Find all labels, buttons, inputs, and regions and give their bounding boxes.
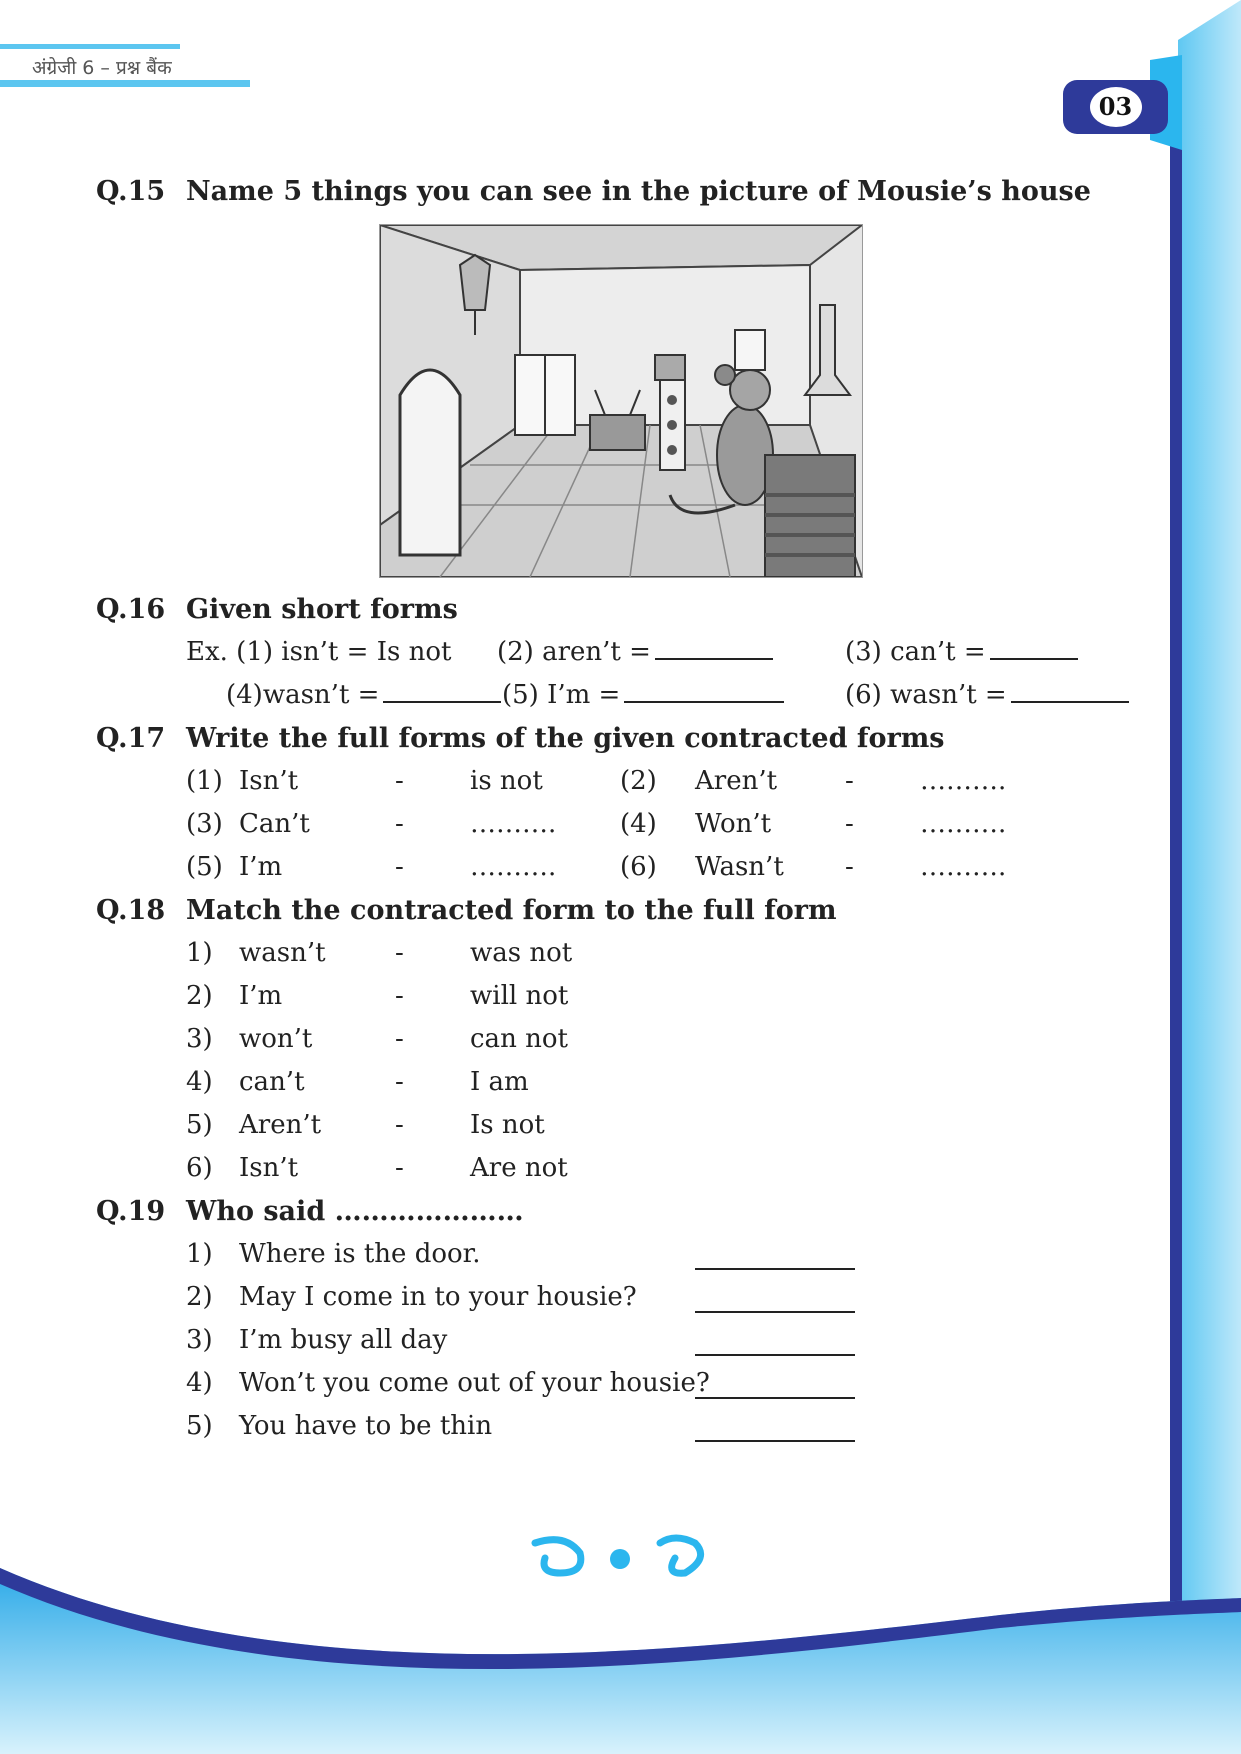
q18-row-full: will not: [470, 981, 569, 1011]
q19-row-sentence: May I come in to your housie?: [239, 1282, 637, 1312]
q18-row-dash: -: [395, 1110, 404, 1140]
q18-row-full: can not: [470, 1024, 568, 1054]
q16-item-6: [845, 680, 1129, 710]
q17-row-answer: is not: [470, 766, 543, 796]
q18-row-dash: -: [395, 1024, 404, 1054]
q19-row-num: 5): [186, 1411, 213, 1441]
q16-example: Ex. (1) isn’t = Is not: [186, 637, 452, 667]
q18-row-short: Isn’t: [239, 1153, 299, 1183]
q19-row-sentence: Where is the door.: [239, 1239, 481, 1269]
header-title: अंग्रेजी 6 – प्रश्न बैंक: [32, 57, 172, 79]
q17-row-dash: -: [845, 766, 854, 796]
q16-item-4: [226, 680, 501, 710]
q15-number: Q.15: [96, 176, 166, 207]
q17-row-num: (3): [186, 809, 223, 839]
q18-row-dash: -: [395, 981, 404, 1011]
q18-row-num: 5): [186, 1110, 213, 1140]
q19-row-num: 1): [186, 1239, 213, 1269]
q16-blank-4: [383, 701, 501, 703]
q17-row-answer: ……….: [470, 852, 557, 882]
q18-row-short: wasn’t: [239, 938, 326, 968]
q18-row-short: can’t: [239, 1067, 305, 1097]
q19-answer-line: [695, 1354, 855, 1356]
q16-item-5-label: (5) I’m =: [502, 680, 621, 710]
q18-row-dash: -: [395, 938, 404, 968]
q17-row-word: Aren’t: [695, 766, 778, 796]
q17-row-word: I’m: [239, 852, 283, 882]
q16-item-4-label: (4)wasn’t =: [226, 680, 380, 710]
q18-row-short: I’m: [239, 981, 283, 1011]
q19-row-num: 3): [186, 1325, 213, 1355]
q17-row-dash: -: [845, 809, 854, 839]
q17-row-num: (1): [186, 766, 223, 796]
q17-row-dash: -: [395, 809, 404, 839]
q19-answer-line: [695, 1440, 855, 1442]
q17-row-num: (4): [620, 809, 657, 839]
q18-number: Q.18: [96, 895, 166, 926]
q17-row-num: (5): [186, 852, 223, 882]
q18-row-num: 6): [186, 1153, 213, 1183]
q17-row-dash: -: [845, 852, 854, 882]
q18-title: Match the contracted form to the full form: [186, 895, 837, 926]
q17-row-num: (6): [620, 852, 657, 882]
q19-number: Q.19: [96, 1196, 166, 1227]
q17-row-answer: ……….: [470, 809, 557, 839]
q17-row-num: (2): [620, 766, 657, 796]
q17-row-word: Won’t: [695, 809, 772, 839]
q16-item-2: [497, 637, 773, 667]
q18-row-full: Is not: [470, 1110, 545, 1140]
q18-row-dash: -: [395, 1153, 404, 1183]
q16-item-3: [845, 637, 1078, 667]
q15-title: Name 5 things you can see in the picture of Mousie’s house: [186, 176, 1091, 207]
q19-row-num: 4): [186, 1368, 213, 1398]
q17-number: Q.17: [96, 723, 166, 754]
q18-row-dash: -: [395, 1067, 404, 1097]
q17-row-word: Wasn’t: [695, 852, 784, 882]
q16-title: Given short forms: [186, 594, 458, 625]
q17-row-answer: ……….: [920, 852, 1007, 882]
q19-row-num: 2): [186, 1282, 213, 1312]
q18-row-num: 1): [186, 938, 213, 968]
q18-row-full: was not: [470, 938, 573, 968]
q19-row-sentence: You have to be thin: [239, 1411, 493, 1441]
q16-item-3-label: (3) can’t =: [845, 637, 986, 667]
q18-row-num: 4): [186, 1067, 213, 1097]
q17-row-answer: ……….: [920, 809, 1007, 839]
q17-row-answer: ……….: [920, 766, 1007, 796]
q16-item-2-label: (2) aren’t =: [497, 637, 651, 667]
q18-row-full: I am: [470, 1067, 529, 1097]
q18-row-full: Are not: [470, 1153, 568, 1183]
page-number: 03: [1098, 92, 1133, 121]
q17-row-word: Isn’t: [239, 766, 299, 796]
q16-item-5: [502, 680, 784, 710]
q18-row-short: Aren’t: [239, 1110, 322, 1140]
q16-blank-3: [990, 658, 1078, 660]
q16-blank-6: [1011, 701, 1129, 703]
q15-heading: [96, 176, 165, 207]
q19-answer-line: [695, 1268, 855, 1270]
decorative-ornament-icon: [525, 1533, 715, 1581]
q19-row-sentence: I’m busy all day: [239, 1325, 448, 1355]
q18-row-num: 2): [186, 981, 213, 1011]
q18-row-short: won’t: [239, 1024, 313, 1054]
q16-item-6-label: (6) wasn’t =: [845, 680, 1007, 710]
q19-answer-line: [695, 1397, 855, 1399]
q18-row-num: 3): [186, 1024, 213, 1054]
q16-blank-5: [624, 701, 784, 703]
mousie-house-picture: [379, 224, 863, 578]
page-number-badge: [1063, 80, 1168, 134]
q17-title: Write the full forms of the given contracted forms: [186, 723, 945, 754]
q17-row-word: Can’t: [239, 809, 310, 839]
q19-row-sentence: Won’t you come out of your housie?: [239, 1368, 710, 1398]
q17-row-dash: -: [395, 766, 404, 796]
q17-row-dash: -: [395, 852, 404, 882]
q19-answer-line: [695, 1311, 855, 1313]
q16-blank-2: [655, 658, 773, 660]
q16-number: Q.16: [96, 594, 166, 625]
q19-title: Who said …………………: [186, 1196, 524, 1227]
